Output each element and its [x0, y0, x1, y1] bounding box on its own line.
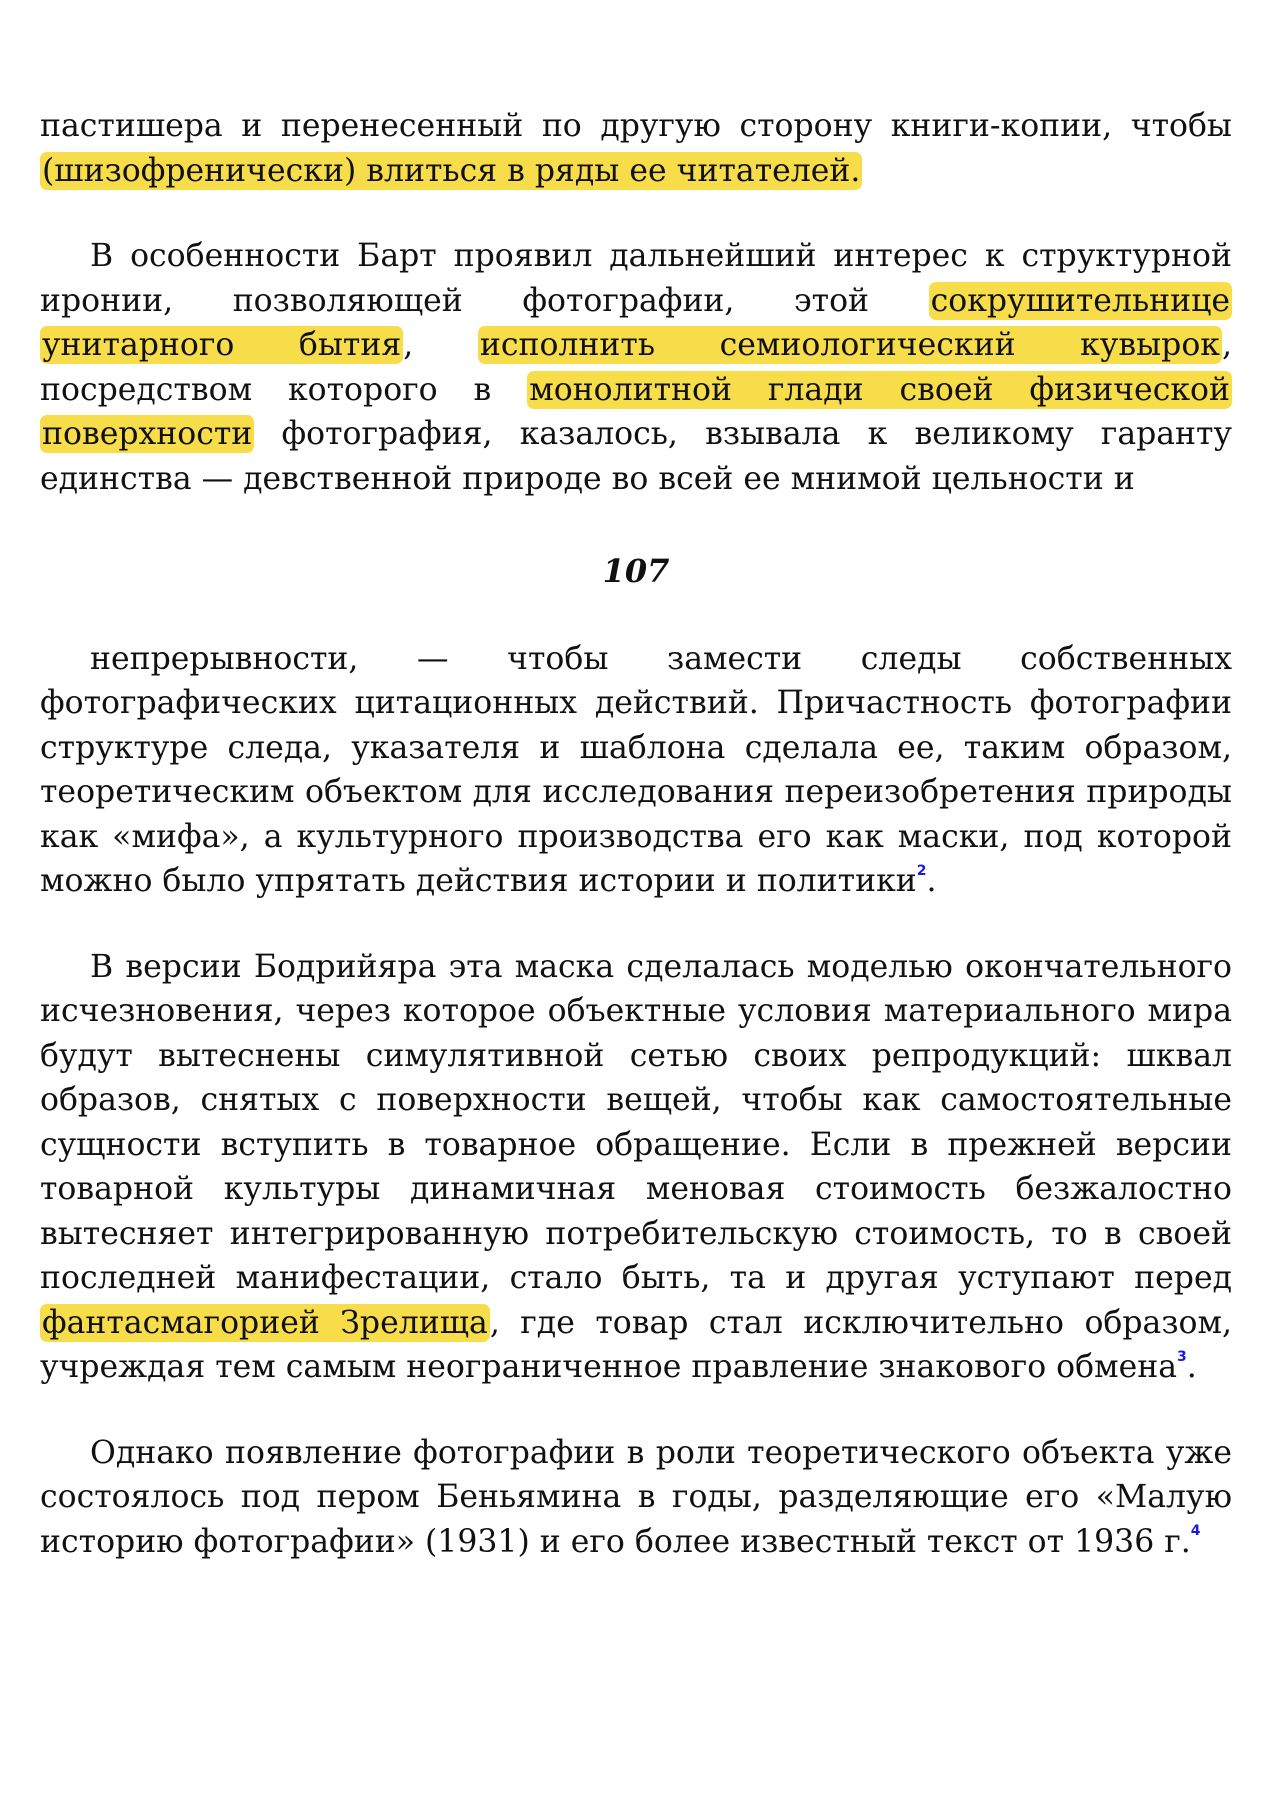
paragraph-1-text: пастишера и перенесенный по другую сторону книги-копии, чтобы: [40, 108, 1232, 144]
highlight-2[interactable]: сокрушительнице унитарного бытия: [42, 282, 1230, 363]
paragraph-3-end: .: [926, 863, 937, 899]
footnote-link-4[interactable]: 4: [1190, 1523, 1201, 1540]
paragraph-2: [40, 234, 1232, 501]
paragraph-4-text-a: В версии Бодрийяра эта маска сделалась моделью окончательного исчезновения, через которое объектные условия материального мира будут вытеснены симулятивной сетью своих репродукций: шквал образов, снятых с поверхности вещей, чтобы как самостоятельные сущности вступить в товарное обращение. Если в прежней версии товарной культуры динамичная меновая стоимость безжалостно вытесняет интегрированную потребительскую стоимость, то в своей последней манифестации, стало быть, та и другая уступают перед: [40, 948, 1232, 1296]
highlight-3[interactable]: исполнить семиологический кувырок: [479, 327, 1220, 363]
paragraph-2-text-c: , посредством которого в: [40, 327, 1233, 408]
highlight-4[interactable]: монолитной глади своей физической поверхности: [42, 371, 1230, 452]
paragraph-2-text-a: В особенности Барт проявил дальнейший интерес к структурной иронии, позволяющей фотографии, этой: [40, 238, 1232, 319]
paragraph-4: [40, 945, 1232, 1390]
paragraph-3: [40, 637, 1232, 904]
footnote-link-3[interactable]: 3: [1177, 1348, 1187, 1365]
paragraph-5-text: Однако появление фотографии в роли теоретического объекта уже состоялось под пером Беньямина в годы, разделяющие его «Малую историю фотографии» (1931) и его более известный текст от 1936 г.: [40, 1434, 1232, 1560]
highlight-5[interactable]: фантасмагорией Зрелища: [42, 1304, 488, 1341]
highlight-1[interactable]: (шизофренически) влиться в ряды ее читателей.: [42, 152, 861, 189]
footnote-link-2[interactable]: 2: [916, 862, 927, 879]
page-number: 107: [602, 552, 670, 590]
book-page: [40, 104, 1232, 1564]
paragraph-3-text: непрерывности, — чтобы замести следы собственных фотографических цитационных действий. Причастность фотографии структуре следа, указателя и шаблона сделала ее, таким образом, теоретическим объектом для исследования переизобретения природы как «мифа», а культурного производства его как маски, под которой можно было упрятать действия истории и политики: [40, 640, 1232, 899]
paragraph-2-text-d: фотография, казалось, взывала к великому гаранту единства — девственной природе во всей ее мнимой цельности и: [40, 416, 1232, 497]
paragraph-4-end: .: [1186, 1349, 1197, 1385]
paragraph-2-text-b: ,: [403, 327, 478, 363]
paragraph-5: [40, 1431, 1232, 1565]
paragraph-4-text-b: , где товар стал исключительно образом, учреждая тем самым неограниченное правление знакового обмена: [40, 1304, 1232, 1385]
paragraph-1: [40, 104, 1232, 193]
